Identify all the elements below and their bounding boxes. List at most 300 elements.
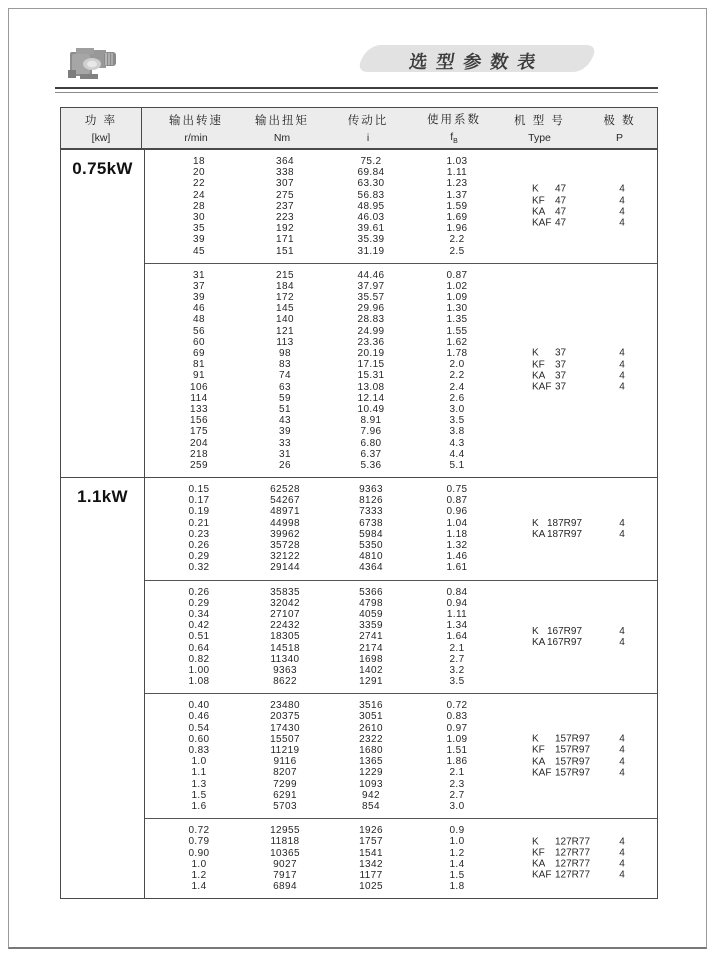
factor-cell: 1.04: [446, 517, 468, 529]
table-row: [145, 460, 657, 471]
factor-cell: 1.11: [446, 608, 468, 620]
poles-value: 4: [619, 348, 625, 359]
torque-cell: 74: [279, 370, 291, 382]
ratio-cell: 13.08: [357, 381, 385, 393]
type-row: [532, 836, 625, 848]
table-row: [145, 665, 657, 676]
speed-cell: 81: [193, 359, 205, 371]
type-series: KA: [532, 858, 546, 870]
torque-cell: 275: [276, 189, 294, 201]
torque-cell: 151: [276, 245, 294, 257]
torque-cell: 32122: [270, 551, 300, 563]
type-size: 37: [555, 348, 567, 359]
ratio-cell: 37.97: [357, 280, 385, 292]
speed-cell: 1.08: [188, 676, 210, 688]
data-block: [145, 580, 657, 694]
header-type-label: 机 型 号: [514, 115, 565, 127]
ratio-cell: 1541: [359, 847, 383, 859]
factor-cell: 1.37: [446, 189, 468, 201]
ratio-cell: 17.15: [357, 359, 385, 371]
header-divider: [55, 87, 658, 93]
gearmotor-photo-icon: [66, 40, 120, 86]
power-cell: [61, 150, 145, 477]
speed-cell: 1.4: [191, 881, 207, 893]
speed-cell: 60: [193, 336, 205, 348]
type-row: [532, 517, 625, 529]
type-series: KA: [532, 756, 546, 768]
torque-cell: 11340: [270, 653, 300, 665]
table-row: [145, 393, 657, 404]
type-series: K: [532, 625, 539, 637]
table-row: [145, 426, 657, 437]
torque-cell: 8622: [273, 676, 297, 688]
table-body: [61, 150, 657, 898]
ratio-cell: 1698: [359, 653, 383, 665]
table-row: [145, 449, 657, 460]
type-size: 157R97: [555, 756, 591, 768]
poles-value: 4: [619, 733, 625, 745]
factor-cell: 5.1: [449, 459, 465, 471]
speed-cell: 1.0: [191, 858, 207, 870]
speed-cell: 31: [193, 269, 205, 281]
header-type: [497, 108, 582, 148]
ratio-cell: 1926: [359, 825, 383, 837]
table-row: [145, 438, 657, 449]
type-row: [532, 206, 625, 218]
speed-cell: 91: [193, 370, 205, 382]
factor-cell: 4.3: [449, 437, 465, 449]
factor-cell: 2.7: [449, 789, 465, 801]
speed-cell: 39: [193, 234, 205, 246]
type-series: KA: [532, 528, 546, 540]
type-size: 187R97: [547, 517, 583, 529]
torque-cell: 338: [276, 167, 294, 179]
factor-cell: 1.62: [446, 336, 468, 348]
poles-value: 4: [619, 767, 625, 779]
poles-value: 4: [619, 869, 625, 881]
type-list: [532, 625, 625, 648]
ratio-cell: 63.30: [357, 178, 385, 190]
type-series: KAF: [532, 381, 552, 393]
speed-cell: 0.26: [188, 586, 210, 598]
ratio-blocks: [145, 150, 657, 477]
ratio-cell: 69.84: [357, 167, 385, 179]
torque-cell: 6291: [273, 789, 297, 801]
poles-value: 4: [619, 745, 625, 756]
poles-value: 4: [619, 836, 625, 848]
data-block: [145, 818, 657, 898]
poles-value: 4: [619, 756, 625, 768]
power-cell: [61, 478, 145, 898]
type-series: KF: [532, 359, 545, 371]
type-size: 127R77: [555, 847, 591, 859]
factor-cell: 2.5: [449, 245, 465, 257]
header-factor-label: 使用系数: [427, 113, 481, 126]
factor-cell: 1.35: [446, 314, 468, 326]
factor-cell: 1.69: [446, 211, 468, 223]
factor-cell: 1.18: [446, 528, 468, 540]
torque-cell: 33: [279, 437, 291, 449]
table-row: [145, 359, 657, 370]
speed-cell: 0.21: [188, 517, 210, 529]
type-series: KA: [532, 370, 546, 382]
table-row: [145, 723, 657, 734]
power-label: 0.75kW: [72, 159, 133, 178]
poles-value: 4: [619, 370, 625, 382]
factor-cell: 3.8: [449, 426, 465, 438]
speed-cell: 0.23: [188, 528, 210, 540]
factor-cell: 1.09: [446, 733, 468, 745]
type-size: 47: [555, 217, 567, 229]
factor-cell: 1.11: [446, 167, 468, 179]
type-series: K: [532, 733, 539, 745]
factor-cell: 1.03: [446, 156, 468, 167]
speed-cell: 28: [193, 200, 205, 212]
factor-cell: 2.3: [449, 778, 465, 790]
type-series: KAF: [532, 217, 552, 229]
table-row: [145, 484, 657, 495]
torque-cell: 307: [276, 178, 294, 190]
type-size: 37: [555, 381, 567, 393]
torque-cell: 11818: [270, 836, 300, 848]
torque-cell: 9363: [273, 664, 297, 676]
factor-cell: 1.86: [446, 756, 468, 768]
ratio-cell: 5.36: [360, 459, 382, 471]
factor-cell: 0.97: [446, 722, 468, 734]
ratio-cell: 8.91: [360, 415, 382, 427]
type-size: 37: [555, 370, 567, 382]
factor-cell: 1.51: [446, 745, 468, 756]
speed-cell: 20: [193, 167, 205, 179]
type-row: [532, 745, 625, 756]
ratio-cell: 75.2: [360, 156, 382, 167]
data-block: [145, 150, 657, 263]
header-speed-label: 输出转速: [169, 115, 223, 127]
header-ratio-unit: i: [366, 132, 370, 144]
type-row: [532, 733, 625, 745]
ratio-cell: 2741: [359, 631, 383, 643]
torque-cell: 35835: [270, 586, 300, 598]
torque-cell: 145: [276, 303, 294, 315]
ratio-cell: 1342: [359, 858, 383, 870]
factor-cell: 2.0: [449, 359, 465, 371]
ratio-cell: 1093: [359, 778, 383, 790]
torque-cell: 11219: [270, 745, 300, 756]
table-row: [145, 223, 657, 234]
table-row: [145, 415, 657, 426]
table-row: [145, 654, 657, 665]
speed-cell: 69: [193, 348, 205, 359]
table-row: [145, 370, 657, 381]
torque-cell: 51: [279, 403, 291, 415]
torque-cell: 27107: [270, 608, 300, 620]
torque-cell: 9027: [273, 858, 297, 870]
table-row: [145, 404, 657, 415]
header-poles: [582, 108, 657, 148]
speed-cell: 37: [193, 280, 205, 292]
poles-value: 4: [619, 183, 625, 195]
factor-cell: 1.78: [446, 348, 468, 359]
speed-cell: 22: [193, 178, 205, 190]
speed-cell: 56: [193, 325, 205, 337]
torque-cell: 215: [276, 269, 294, 281]
torque-cell: 29144: [270, 562, 300, 574]
table-row: [145, 495, 657, 506]
ratio-cell: 44.46: [357, 269, 385, 281]
speed-cell: 0.72: [188, 825, 210, 837]
torque-cell: 171: [276, 234, 294, 246]
header-poles-label: 极 数: [603, 115, 636, 127]
power-section: [61, 477, 657, 898]
ratio-cell: 1177: [359, 869, 383, 881]
ratio-cell: 3359: [359, 620, 383, 632]
poles-value: 4: [619, 625, 625, 637]
factor-cell: 3.2: [449, 664, 465, 676]
speed-cell: 1.2: [191, 869, 207, 881]
header-type-unit: Type: [528, 132, 551, 144]
header-factor: [411, 108, 497, 148]
factor-cell: 2.2: [449, 370, 465, 382]
speed-cell: 35: [193, 223, 205, 235]
type-size: 167R97: [547, 625, 583, 637]
type-list: [532, 348, 625, 393]
speed-cell: 259: [190, 459, 208, 471]
torque-cell: 22432: [270, 620, 300, 632]
header-power: [61, 108, 142, 148]
ratio-cell: 4810: [359, 551, 383, 563]
header-torque-label: 输出扭矩: [255, 115, 309, 127]
factor-cell: 1.02: [446, 280, 468, 292]
speed-cell: 0.40: [188, 700, 210, 712]
speed-cell: 0.90: [188, 847, 210, 859]
title-banner: [362, 45, 592, 72]
type-size: 47: [555, 183, 567, 195]
speed-cell: 0.34: [188, 608, 210, 620]
speed-cell: 0.51: [188, 631, 210, 643]
ratio-cell: 3516: [359, 700, 383, 712]
type-row: [532, 858, 625, 870]
table-row: [145, 201, 657, 212]
factor-cell: 2.4: [449, 381, 465, 393]
speed-cell: 0.46: [188, 711, 210, 723]
torque-cell: 48971: [270, 506, 300, 518]
torque-cell: 39962: [270, 528, 300, 540]
type-series: KF: [532, 847, 545, 859]
data-block: [145, 263, 657, 477]
type-row: [532, 528, 625, 540]
ratio-cell: 8126: [359, 495, 383, 507]
factor-cell: 1.0: [449, 836, 465, 848]
torque-cell: 7917: [273, 869, 297, 881]
selection-parameter-table: [60, 107, 658, 899]
table-row: [145, 540, 657, 551]
factor-cell: 0.84: [446, 586, 468, 598]
factor-cell: 0.96: [446, 506, 468, 518]
torque-cell: 113: [276, 336, 294, 348]
type-row: [532, 370, 625, 382]
ratio-cell: 1291: [359, 676, 383, 688]
factor-cell: 1.59: [446, 200, 468, 212]
header-speed-unit: r/min: [184, 132, 208, 144]
type-size: 47: [555, 195, 567, 207]
type-list: [532, 836, 625, 881]
speed-cell: 0.15: [188, 484, 210, 496]
torque-cell: 6894: [273, 881, 297, 893]
table-row: [145, 212, 657, 223]
speed-cell: 1.5: [191, 789, 207, 801]
table-row: [145, 292, 657, 303]
factor-cell: 1.23: [446, 178, 468, 190]
type-row: [532, 636, 625, 648]
torque-cell: 237: [276, 200, 294, 212]
torque-cell: 39: [279, 426, 291, 438]
factor-cell: 1.32: [446, 540, 468, 551]
torque-cell: 10365: [270, 847, 300, 859]
torque-cell: 140: [276, 314, 294, 326]
factor-cell: 0.94: [446, 597, 468, 609]
ratio-cell: 1680: [359, 745, 383, 756]
table-row: [145, 801, 657, 812]
type-row: [532, 847, 625, 859]
type-row: [532, 183, 625, 195]
factor-cell: 1.34: [446, 620, 468, 632]
power-section: [61, 150, 657, 477]
type-list: [532, 183, 625, 229]
ratio-cell: 6.37: [360, 448, 382, 460]
ratio-cell: 31.19: [357, 245, 385, 257]
table-row: [145, 303, 657, 314]
table-row: [145, 551, 657, 562]
ratio-cell: 1365: [359, 756, 383, 768]
factor-cell: 1.8: [449, 881, 465, 893]
table-row: [145, 676, 657, 687]
type-size: 157R97: [555, 767, 591, 779]
type-series: KA: [532, 636, 546, 648]
type-row: [532, 767, 625, 779]
table-row: [145, 598, 657, 609]
header-factor-subscript: B: [453, 138, 458, 146]
speed-cell: 114: [190, 392, 208, 404]
ratio-cell: 1025: [359, 881, 383, 893]
factor-cell: 1.4: [449, 858, 465, 870]
type-series: KAF: [532, 767, 552, 779]
factor-cell: 1.96: [446, 223, 468, 235]
torque-cell: 172: [276, 292, 294, 304]
speed-cell: 0.60: [188, 733, 210, 745]
ratio-cell: 6738: [359, 517, 383, 529]
ratio-cell: 2610: [359, 722, 383, 734]
type-series: K: [532, 348, 539, 359]
speed-cell: 0.29: [188, 597, 210, 609]
ratio-cell: 24.99: [357, 325, 385, 337]
type-size: 157R97: [555, 745, 591, 756]
ratio-cell: 6.80: [360, 437, 382, 449]
type-row: [532, 381, 625, 393]
speed-cell: 30: [193, 211, 205, 223]
table-row: [145, 825, 657, 836]
ratio-cell: 48.95: [357, 200, 385, 212]
type-series: KF: [532, 745, 545, 756]
speed-cell: 0.32: [188, 562, 210, 574]
type-size: 127R77: [555, 836, 591, 848]
factor-cell: 1.30: [446, 303, 468, 315]
table-row: [145, 779, 657, 790]
ratio-cell: 20.19: [357, 348, 385, 359]
factor-cell: 2.7: [449, 653, 465, 665]
factor-cell: 0.83: [446, 711, 468, 723]
ratio-cell: 1757: [359, 836, 383, 848]
torque-cell: 35728: [270, 540, 300, 551]
speed-cell: 48: [193, 314, 205, 326]
table-row: [145, 700, 657, 711]
poles-value: 4: [619, 206, 625, 218]
torque-cell: 223: [276, 211, 294, 223]
poles-value: 4: [619, 217, 625, 229]
ratio-cell: 942: [362, 789, 380, 801]
poles-value: 4: [619, 858, 625, 870]
speed-cell: 0.19: [188, 506, 210, 518]
ratio-cell: 35.39: [357, 234, 385, 246]
table-row: [145, 506, 657, 517]
ratio-cell: 1229: [359, 767, 383, 779]
ratio-cell: 15.31: [357, 370, 385, 382]
torque-cell: 18305: [270, 631, 300, 643]
table-row: [145, 382, 657, 393]
type-size: 157R97: [555, 733, 591, 745]
speed-cell: 1.1: [191, 767, 207, 779]
factor-cell: 2.1: [449, 767, 465, 779]
header-factor-unit: [450, 131, 458, 145]
factor-cell: 0.87: [446, 269, 468, 281]
speed-cell: 39: [193, 292, 205, 304]
ratio-cell: 56.83: [357, 189, 385, 201]
table-row: [145, 156, 657, 167]
poles-value: 4: [619, 381, 625, 393]
factor-cell: 1.2: [449, 847, 465, 859]
speed-cell: 1.00: [188, 664, 210, 676]
factor-cell: 3.0: [449, 800, 465, 812]
poles-value: 4: [619, 195, 625, 207]
torque-cell: 184: [276, 280, 294, 292]
torque-cell: 12955: [270, 825, 300, 837]
speed-cell: 218: [190, 448, 208, 460]
type-size: 47: [555, 206, 567, 218]
speed-cell: 0.54: [188, 722, 210, 734]
header-torque: [239, 108, 325, 148]
factor-cell: 2.2: [449, 234, 465, 246]
torque-cell: 7299: [273, 778, 297, 790]
table-header-row: [61, 108, 657, 150]
ratio-cell: 29.96: [357, 303, 385, 315]
table-row: [145, 314, 657, 325]
header-ratio: [325, 108, 411, 148]
table-row: [145, 281, 657, 292]
type-list: [532, 517, 625, 540]
type-series: KA: [532, 206, 546, 218]
type-size: 37: [555, 359, 567, 371]
type-row: [532, 359, 625, 371]
header-ratio-label: 传动比: [347, 115, 389, 127]
speed-cell: 0.26: [188, 540, 210, 551]
header-torque-unit: Nm: [273, 132, 291, 144]
torque-cell: 23480: [270, 700, 300, 712]
type-size: 167R97: [547, 636, 583, 648]
header-power-label: 功 率: [84, 115, 118, 127]
table-row: [145, 348, 657, 359]
speed-cell: 0.79: [188, 836, 210, 848]
speed-cell: 1.6: [191, 800, 207, 812]
factor-cell: 4.4: [449, 448, 465, 460]
